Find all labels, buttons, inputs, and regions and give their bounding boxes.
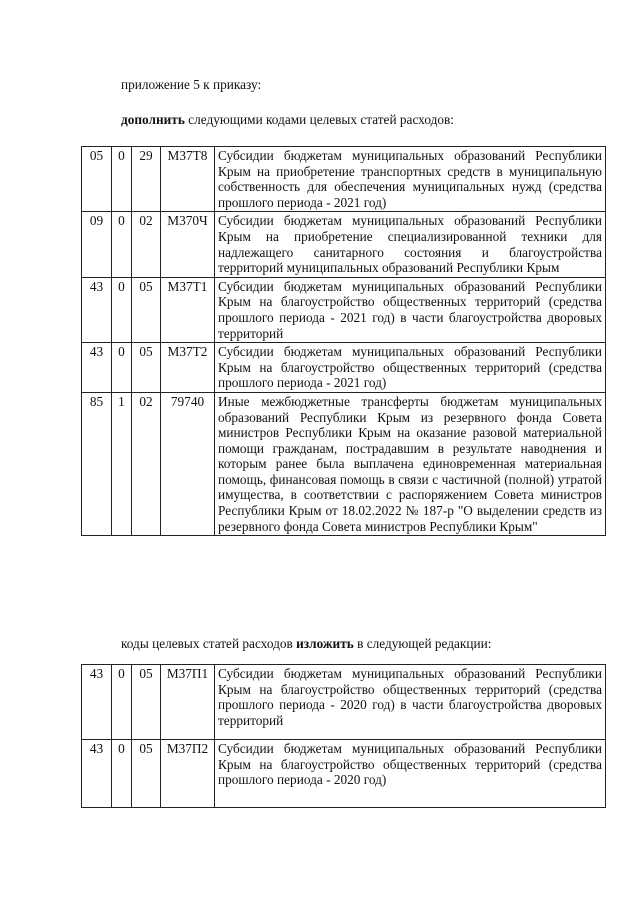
table-row [82,147,606,212]
code-cell: М37Т8 [161,147,215,212]
edit-instruction-text: коды целевых статей расходов [121,636,297,651]
code-cell: 0 [112,147,132,212]
description-cell: Субсидии бюджетам муниципальных образований Республики Крым на благоустройство общественных территорий (средства прошлого периода - 2020 год) [215,740,606,808]
code-cell: М37Т2 [161,343,215,393]
code-cell: 02 [132,212,161,277]
code-cell: 43 [82,343,112,393]
code-cell: 43 [82,277,112,342]
code-cell: 0 [112,740,132,808]
code-cell: 43 [82,740,112,808]
code-cell: 29 [132,147,161,212]
add-keyword: дополнить [121,112,185,127]
appendix-heading: приложение 5 к приказу: [121,77,262,92]
code-cell: 0 [112,665,132,740]
description-cell: Субсидии бюджетам муниципальных образований Республики Крым на приобретение специализированной техники для надлежащего санитарного состояния и благоустройства территорий муниципальных образований Республики Крым [215,212,606,277]
edit-instruction [121,636,491,652]
code-cell: 02 [132,392,161,535]
code-cell: 0 [112,277,132,342]
table-row [82,343,606,393]
add-instruction [121,112,454,128]
table-row [82,277,606,342]
code-cell: 05 [132,740,161,808]
add-instruction-text: следующими кодами целевых статей расходов: [184,112,454,127]
edited-codes-table [81,664,606,808]
added-codes-table [81,146,606,536]
description-cell: Субсидии бюджетам муниципальных образований Республики Крым на благоустройство общественных территорий (средства прошлого периода - 2021 год) [215,343,606,393]
code-cell: 1 [112,392,132,535]
table-row [82,740,606,808]
description-cell: Субсидии бюджетам муниципальных образований Республики Крым на благоустройство общественных территорий (средства прошлого периода - 2021 год) в части благоустройства дворовых территорий [215,277,606,342]
table-row [82,392,606,535]
code-cell: 0 [112,343,132,393]
code-cell: 43 [82,665,112,740]
code-cell: М370Ч [161,212,215,277]
code-cell: 05 [132,277,161,342]
table-row [82,665,606,740]
code-cell: 05 [132,665,161,740]
description-cell: Субсидии бюджетам муниципальных образований Республики Крым на благоустройство общественных территорий (средства прошлого периода - 2020 год) в части благоустройства дворовых территорий [215,665,606,740]
description-cell: Субсидии бюджетам муниципальных образований Республики Крым на приобретение транспортных средств в муниципальную собственность для обеспечения муниципальных нужд (средства прошлого периода - 2021 год) [215,147,606,212]
code-cell: 05 [82,147,112,212]
code-cell: 85 [82,392,112,535]
edit-keyword: изложить [296,636,354,651]
table-row [82,212,606,277]
code-cell: М37Т1 [161,277,215,342]
description-cell: Иные межбюджетные трансферты бюджетам муниципальных образований Республики Крым из резервного фонда Совета министров Республики Крым на оказание разовой материальной помощи гражданам, пострадавшим в результате наводнения и которым ранее была выплачена единовременная материальная помощь, финансовая помощь в связи с частичной (полной) утратой имущества, в соответствии с распоряжением Совета министров Республики Крым от 18.02.2022 № 187-р "О выделении средств из резервного фонда Совета министров Республики Крым" [215,392,606,535]
code-cell: 79740 [161,392,215,535]
code-cell: М37П1 [161,665,215,740]
code-cell: М37П2 [161,740,215,808]
code-cell: 0 [112,212,132,277]
code-cell: 05 [132,343,161,393]
edit-instruction-tail: в следующей редакции: [353,636,492,651]
code-cell: 09 [82,212,112,277]
